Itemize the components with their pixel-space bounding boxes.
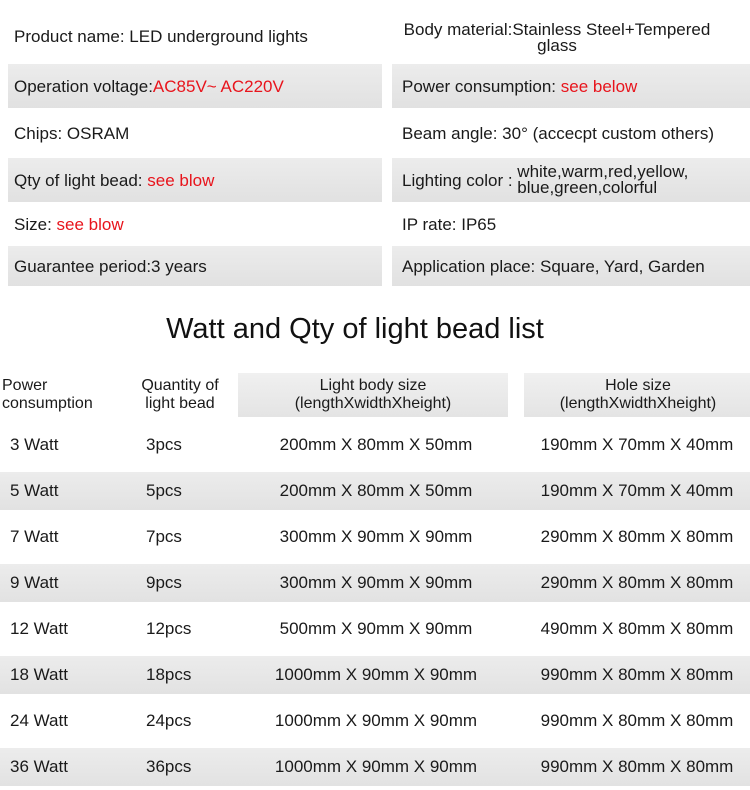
spec-beam-angle <box>392 112 750 154</box>
watt-table <box>0 368 750 790</box>
cell-body-size: 500mm X 90mm X 90mm <box>279 619 473 638</box>
list-title: Watt and Qty of light bead list <box>166 313 544 345</box>
spec-lighting-color <box>392 158 750 202</box>
table-row <box>0 744 750 790</box>
table-row <box>0 514 750 560</box>
cell-body-size: 1000mm X 90mm X 90mm <box>238 748 520 786</box>
spec-value: white,warm,red,yellow, blue,green,colorful <box>517 162 689 197</box>
header-power <box>0 377 110 413</box>
header-quantity <box>110 377 238 413</box>
table-row <box>0 422 750 468</box>
spec-guarantee-period <box>8 246 382 286</box>
spec-label: Qty of light bead: <box>14 170 148 190</box>
header-quantity-label: Quantity of light bead <box>141 377 219 412</box>
header-hole-size <box>520 373 750 417</box>
spec-label: Application place: Square, Yard, Garden <box>402 256 705 276</box>
spec-qty-light-bead <box>8 158 382 202</box>
header-power-label: Power consumption <box>2 377 93 412</box>
cell-power: 3 Watt <box>10 435 59 454</box>
spec-application-place <box>392 246 750 286</box>
spec-value-highlight: AC85V~ AC220V <box>152 76 284 96</box>
table-row <box>0 468 750 514</box>
spec-label: Size: <box>14 214 57 234</box>
spec-label: Chips: OSRAM <box>14 123 130 143</box>
cell-qty: 36pcs <box>110 748 238 786</box>
spec-row <box>8 64 750 108</box>
spec-label: Operation voltage: <box>14 76 153 96</box>
cell-body-size: 200mm X 80mm X 50mm <box>238 472 520 510</box>
spec-chips <box>8 112 382 154</box>
header-hole-size-sub: (lengthXwidthXheight) <box>559 395 717 412</box>
spec-product-name <box>8 12 382 60</box>
cell-power: 7 Watt <box>10 527 59 546</box>
cell-qty: 9pcs <box>110 564 238 602</box>
cell-qty: 7pcs <box>146 527 182 546</box>
spec-row <box>8 112 750 154</box>
cell-hole-size: 490mm X 80mm X 80mm <box>540 619 734 638</box>
cell-hole-size: 990mm X 80mm X 80mm <box>520 656 750 694</box>
spec-value-highlight: see blow <box>147 170 215 190</box>
table-row <box>0 652 750 698</box>
header-hole-size-box <box>524 373 750 417</box>
cell-power: 18 Watt <box>0 656 110 694</box>
header-body-size-box <box>238 373 508 417</box>
spec-size <box>8 206 382 242</box>
spec-value-highlight: see below <box>560 76 638 96</box>
cell-qty: 5pcs <box>110 472 238 510</box>
spec-label: Lighting color : <box>402 170 518 190</box>
spec-label: Body material:Stainless Steel+Tempered glass <box>403 20 711 55</box>
spec-label: Product name: LED underground lights <box>14 26 308 46</box>
cell-hole-size: 990mm X 80mm X 80mm <box>520 748 750 786</box>
spec-grid <box>8 12 750 290</box>
cell-hole-size: 990mm X 80mm X 80mm <box>540 711 734 730</box>
cell-power: 9 Watt <box>0 564 110 602</box>
cell-body-size: 1000mm X 90mm X 90mm <box>274 711 478 730</box>
spec-body-material <box>392 12 750 60</box>
header-hole-size-label: Hole size <box>605 377 671 394</box>
spec-row <box>8 12 750 60</box>
spec-label: IP rate: IP65 <box>402 214 497 234</box>
cell-body-size: 300mm X 90mm X 90mm <box>279 527 473 546</box>
cell-qty: 3pcs <box>146 435 182 454</box>
spec-ip-rate <box>392 206 750 242</box>
cell-power: 12 Watt <box>10 619 68 638</box>
cell-power: 36 Watt <box>0 748 110 786</box>
spec-value-highlight: see blow <box>56 214 124 234</box>
table-row <box>0 698 750 744</box>
table-row <box>0 560 750 606</box>
spec-row <box>8 206 750 242</box>
spec-label: Guarantee period:3 years <box>14 256 207 276</box>
cell-power: 5 Watt <box>0 472 110 510</box>
table-row <box>0 606 750 652</box>
cell-qty: 18pcs <box>110 656 238 694</box>
cell-power: 24 Watt <box>10 711 68 730</box>
spec-row <box>8 246 750 286</box>
spec-label: Beam angle: 30° (accecpt custom others) <box>402 123 715 143</box>
cell-hole-size: 190mm X 70mm X 40mm <box>540 435 734 454</box>
spec-power-consumption <box>392 64 750 108</box>
header-body-size-sub: (lengthXwidthXheight) <box>294 395 452 412</box>
spec-operation-voltage <box>8 64 382 108</box>
header-body-size <box>238 373 520 417</box>
cell-hole-size: 290mm X 80mm X 80mm <box>540 527 734 546</box>
cell-hole-size: 190mm X 70mm X 40mm <box>520 472 750 510</box>
spec-label: Power consumption: <box>402 76 561 96</box>
cell-qty: 24pcs <box>146 711 192 730</box>
cell-body-size: 200mm X 80mm X 50mm <box>279 435 473 454</box>
spec-row <box>8 158 750 202</box>
cell-hole-size: 290mm X 80mm X 80mm <box>520 564 750 602</box>
cell-qty: 12pcs <box>146 619 192 638</box>
table-header-row <box>0 368 750 422</box>
cell-body-size: 1000mm X 90mm X 90mm <box>238 656 520 694</box>
header-body-size-label: Light body size <box>319 377 427 394</box>
cell-body-size: 300mm X 90mm X 90mm <box>238 564 520 602</box>
